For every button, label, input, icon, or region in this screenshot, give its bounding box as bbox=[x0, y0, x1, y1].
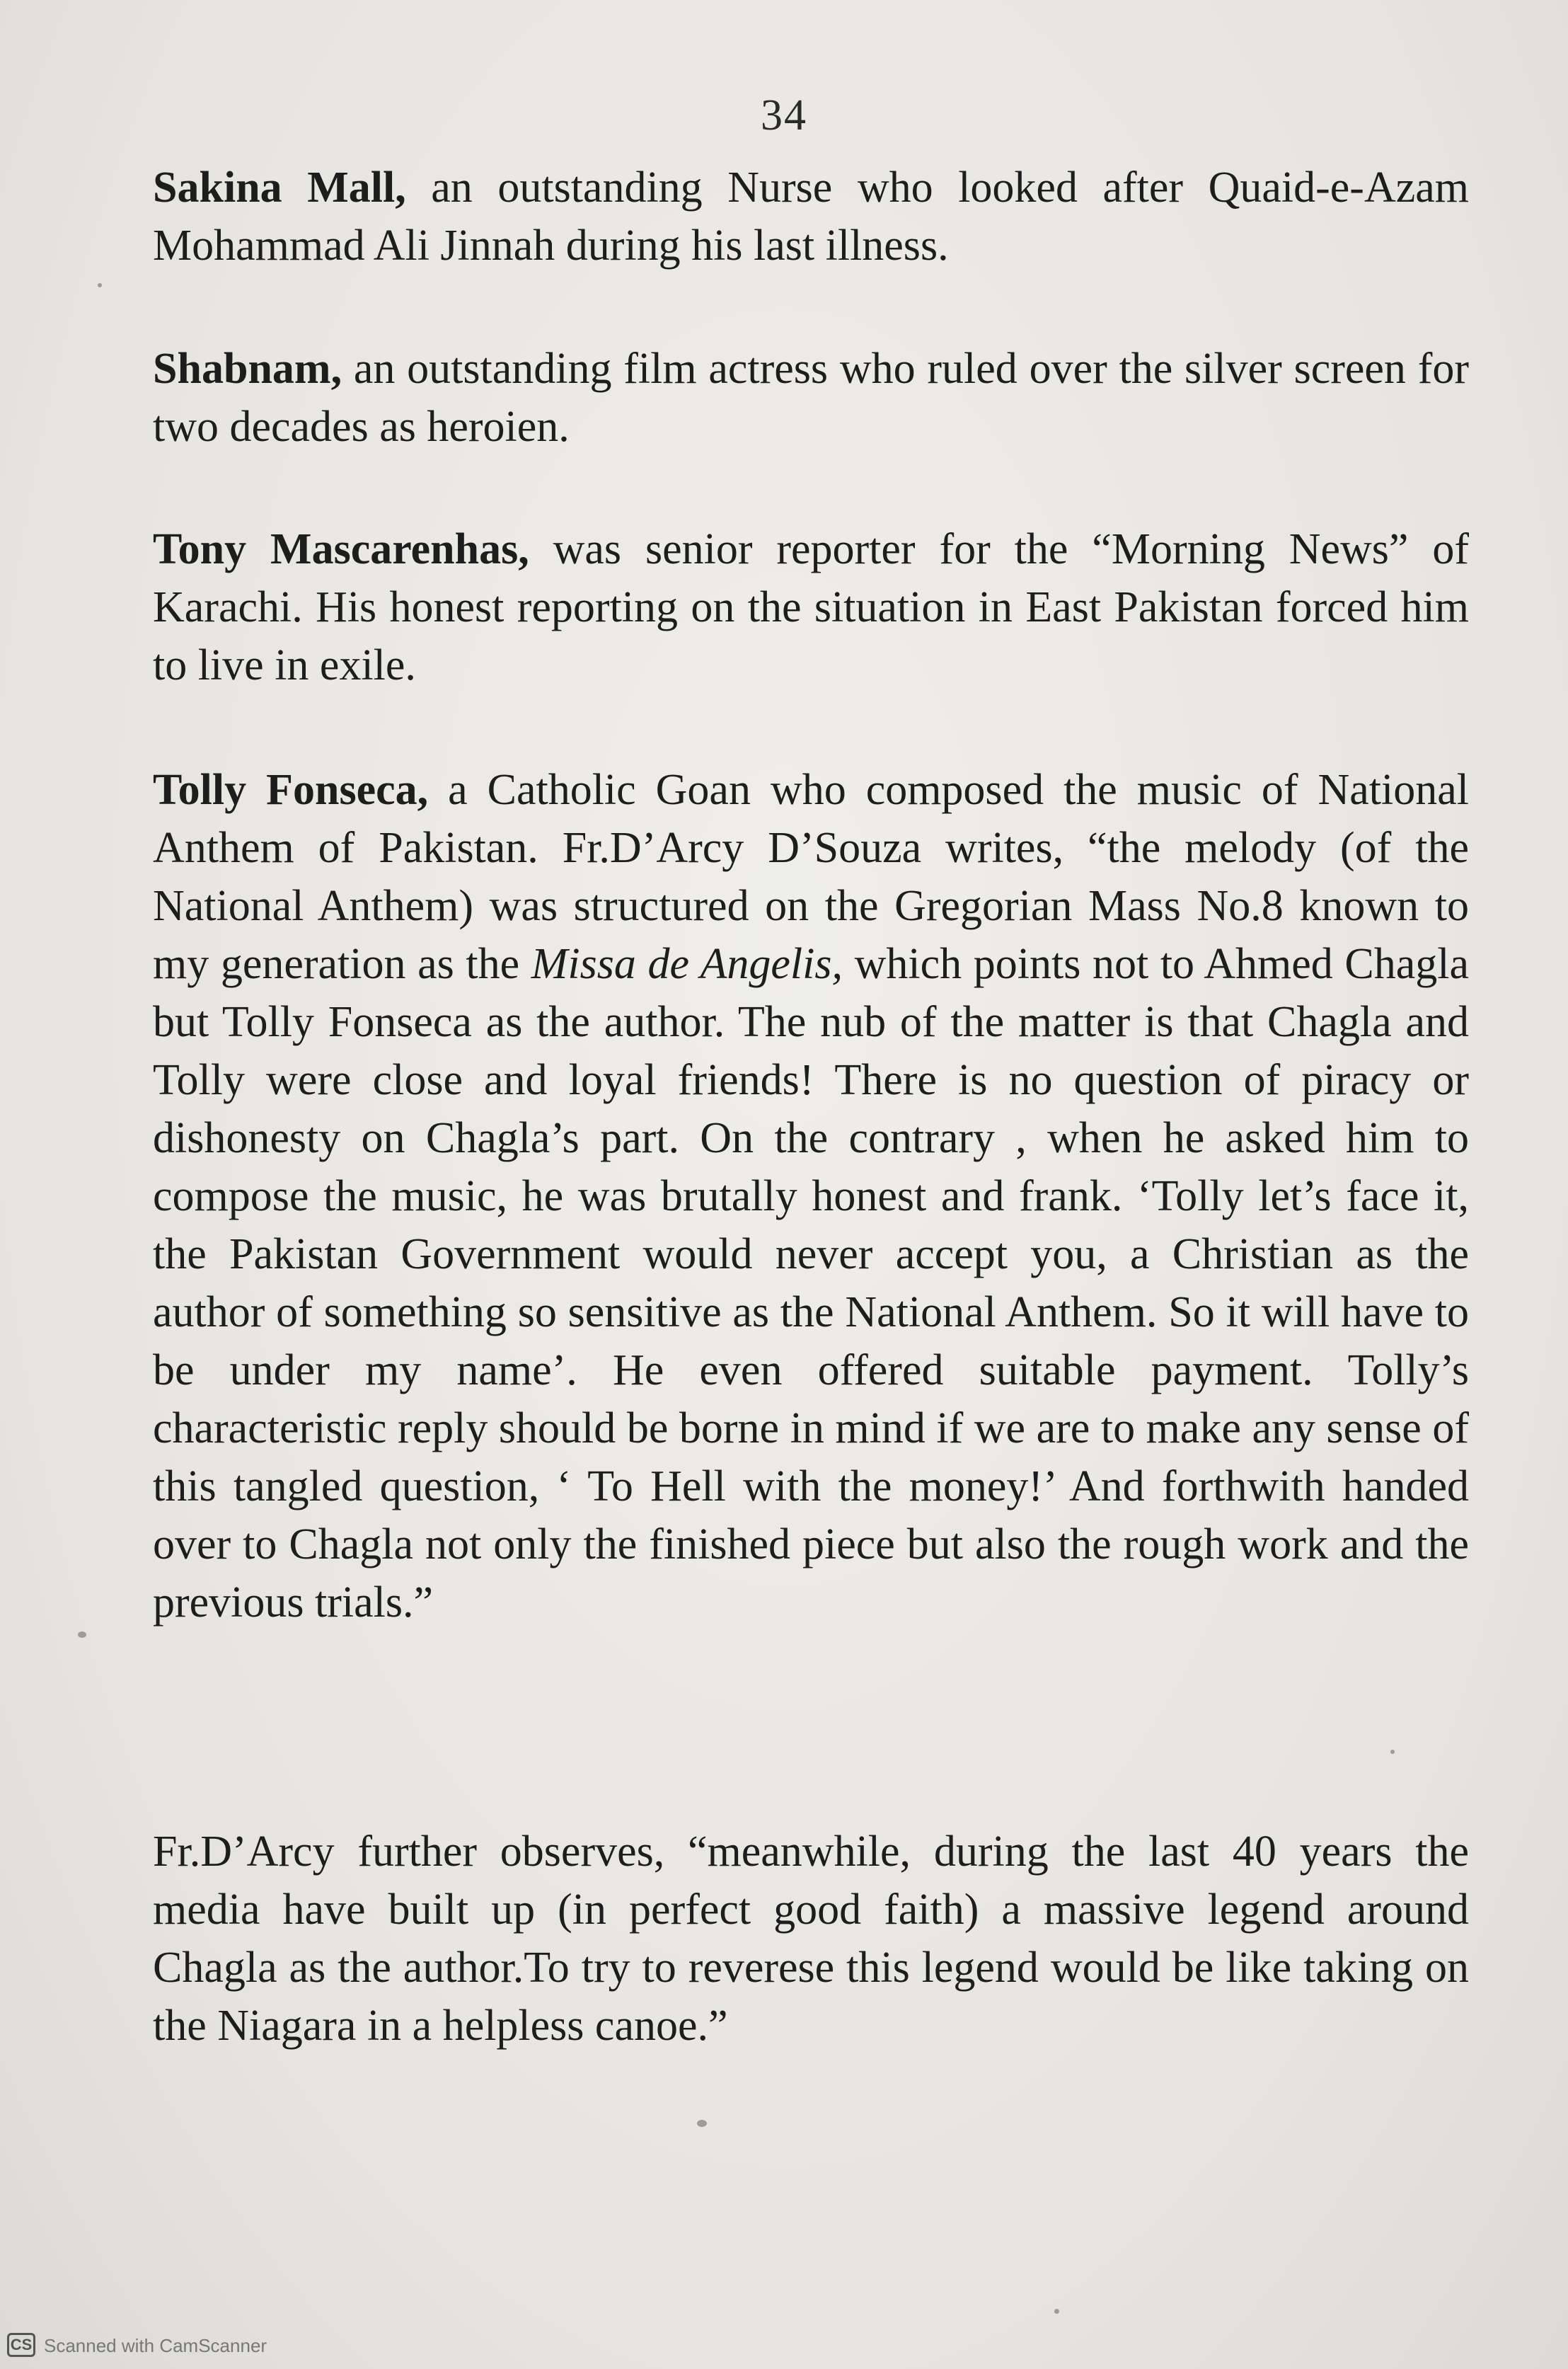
scanner-watermark-text: Scanned with CamScanner bbox=[44, 2335, 267, 2356]
entry-text: was senior reporter for the “Morning News” of Karachi. His honest reporting on the situation in East Pakistan forced him to live in exile. bbox=[153, 525, 1469, 689]
entry-sakina-mall bbox=[153, 159, 1469, 275]
entry-text-continued: which points not to Ahmed Chagla but Tolly Fonseca as the author. The nub of the matter is that Chagla and Tolly were close and loyal friends! There is no question of piracy or dishonesty on Chagla’s part. On the contrary , when he asked him to compose the music, he was brutally honest and frank. ‘Tolly let’s face it, the Pakistan Government would never accept you, a Christian as the author of something so sensitive as the National Anthem. So it will have to be under my name’. He even offered suitable payment. Tolly’s characteristic reply should be borne in mind if we are to make any sense of this tangled question, ‘ To Hell with the money!’ And forthwith handed over to Chagla not only the finished piece but also the rough work and the previous trials.” bbox=[153, 940, 1470, 1627]
scan-speck bbox=[1054, 2309, 1059, 2314]
entry-shabnam bbox=[153, 340, 1469, 456]
entry-name: Tolly Fonseca, bbox=[153, 766, 429, 814]
entry-text: Fr.D’Arcy further observes, “meanwhile, during the last 40 years the media have built up (in perfect good faith) a massive legend around Chagla as the author.To try to reverese this legend would be like taking on the Niagara in a helpless canoe.” bbox=[153, 1828, 1469, 2050]
entry-text: an outstanding film actress who ruled over the silver screen for two decades as heroien. bbox=[153, 345, 1469, 451]
entry-text: a Catholic Goan who composed the music of National Anthem of Pakistan. Fr.D’Arcy D’Souza writes, “the melody (of the National Anthem) was structured on the Gregorian Mass No.8 known to my generation as the bbox=[153, 766, 1469, 988]
scan-speck bbox=[78, 1631, 86, 1638]
entry-tolly-fonseca bbox=[153, 761, 1469, 1631]
entry-text: an outstanding Nurse who looked after Quaid-e-Azam Mohammad Ali Jinnah during his last illness. bbox=[153, 164, 1469, 270]
entry-tony-mascarenhas bbox=[153, 520, 1469, 694]
scan-speck bbox=[98, 283, 102, 287]
entry-name: Sakina Mall, bbox=[153, 164, 406, 212]
paragraph bbox=[153, 1823, 1469, 2055]
scan-speck bbox=[1390, 1750, 1395, 1754]
paragraph bbox=[153, 520, 1469, 694]
entry-darcy-observation bbox=[153, 1823, 1469, 2055]
scan-speck bbox=[697, 2120, 707, 2127]
italic-title: Missa de Angelis, bbox=[531, 940, 843, 988]
camscanner-logo: CS bbox=[7, 2333, 35, 2357]
entry-name: Shabnam, bbox=[153, 345, 342, 393]
entry-name: Tony Mascarenhas, bbox=[153, 525, 529, 573]
paragraph bbox=[153, 159, 1469, 275]
paragraph bbox=[153, 340, 1469, 456]
page-number: 34 bbox=[761, 91, 807, 139]
paragraph bbox=[153, 761, 1469, 1631]
